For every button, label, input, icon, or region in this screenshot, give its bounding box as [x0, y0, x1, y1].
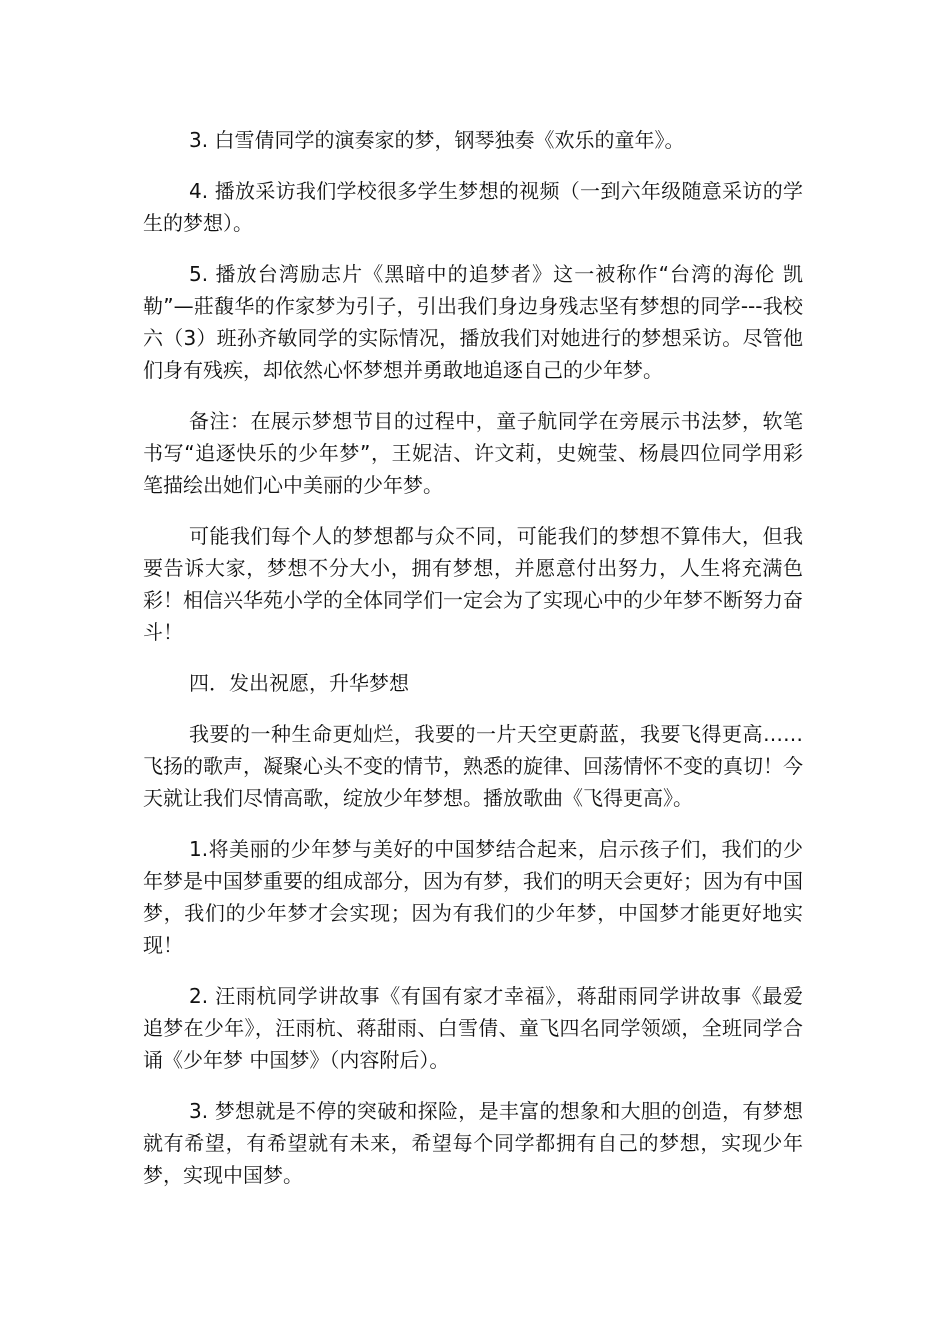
paragraph-song-intro: 我要的一种生命更灿烂，我要的一片天空更蔚蓝，我要飞得更高……飞扬的歌声，凝聚心头不变的情节，熟悉的旋律、回荡情怀不变的真切！今天就让我们尽情高歌，绽放少年梦想。播放歌曲《飞得更高》。 — [143, 722, 803, 810]
document-body — [143, 124, 803, 1210]
paragraph-item-3-conclusion: 3. 梦想就是不停的突破和探险，是丰富的想象和大胆的创造，有梦想就有希望，有希望就有未来，希望每个同学都拥有自己的梦想，实现少年梦，实现中国梦。 — [143, 1099, 803, 1187]
paragraph-item-4-interview-video: 4. 播放采访我们学校很多学生梦想的视频（一到六年级随意采访的学生的梦想）。 — [143, 179, 803, 235]
section-heading-four: 四．发出祝愿，升华梦想 — [189, 671, 409, 695]
paragraph-summary: 可能我们每个人的梦想都与众不同，可能我们的梦想不算伟大，但我要告诉大家，梦想不分大小，拥有梦想，并愿意付出努力，人生将充满色彩！相信兴华苑小学的全体同学们一定会为了实现心中的少年梦不断努力奋斗！ — [143, 524, 803, 644]
paragraph-item-2-stories: 2. 汪雨杭同学讲故事《有国有家才幸福》，蒋甜雨同学讲故事《最爱追梦在少年》，汪雨杭、蒋甜雨、白雪倩、童飞四名同学领颂，全班同学合诵《少年梦 中国梦》（内容附后）。 — [143, 984, 803, 1072]
paragraph-note: 备注：在展示梦想节目的过程中，童子航同学在旁展示书法梦，软笔书写“追逐快乐的少年梦”，王妮洁、许文莉，史婉莹、杨晨四位同学用彩笔描绘出她们心中美丽的少年梦。 — [143, 409, 803, 497]
paragraph-item-5-documentary: 5. 播放台湾励志片《黑暗中的追梦者》这一被称作“台湾的海伦 凯勒”—莊馥华的作家梦为引子，引出我们身边身残志坚有梦想的同学---我校六（3）班孙齐敏同学的实际情况，播放我们对她进行的梦想采访。尽管他们身有残疾，却依然心怀梦想并勇敢地追逐自己的少年梦。 — [143, 262, 803, 382]
paragraph-item-1-china-dream: 1.将美丽的少年梦与美好的中国梦结合起来，启示孩子们，我们的少年梦是中国梦重要的组成部分，因为有梦，我们的明天会更好；因为有中国梦，我们的少年梦才会实现；因为有我们的少年梦，中国梦才能更好地实现！ — [143, 837, 803, 957]
paragraph-item-3-performance: 3. 白雪倩同学的演奏家的梦，钢琴独奏《欢乐的童年》。 — [189, 128, 685, 152]
